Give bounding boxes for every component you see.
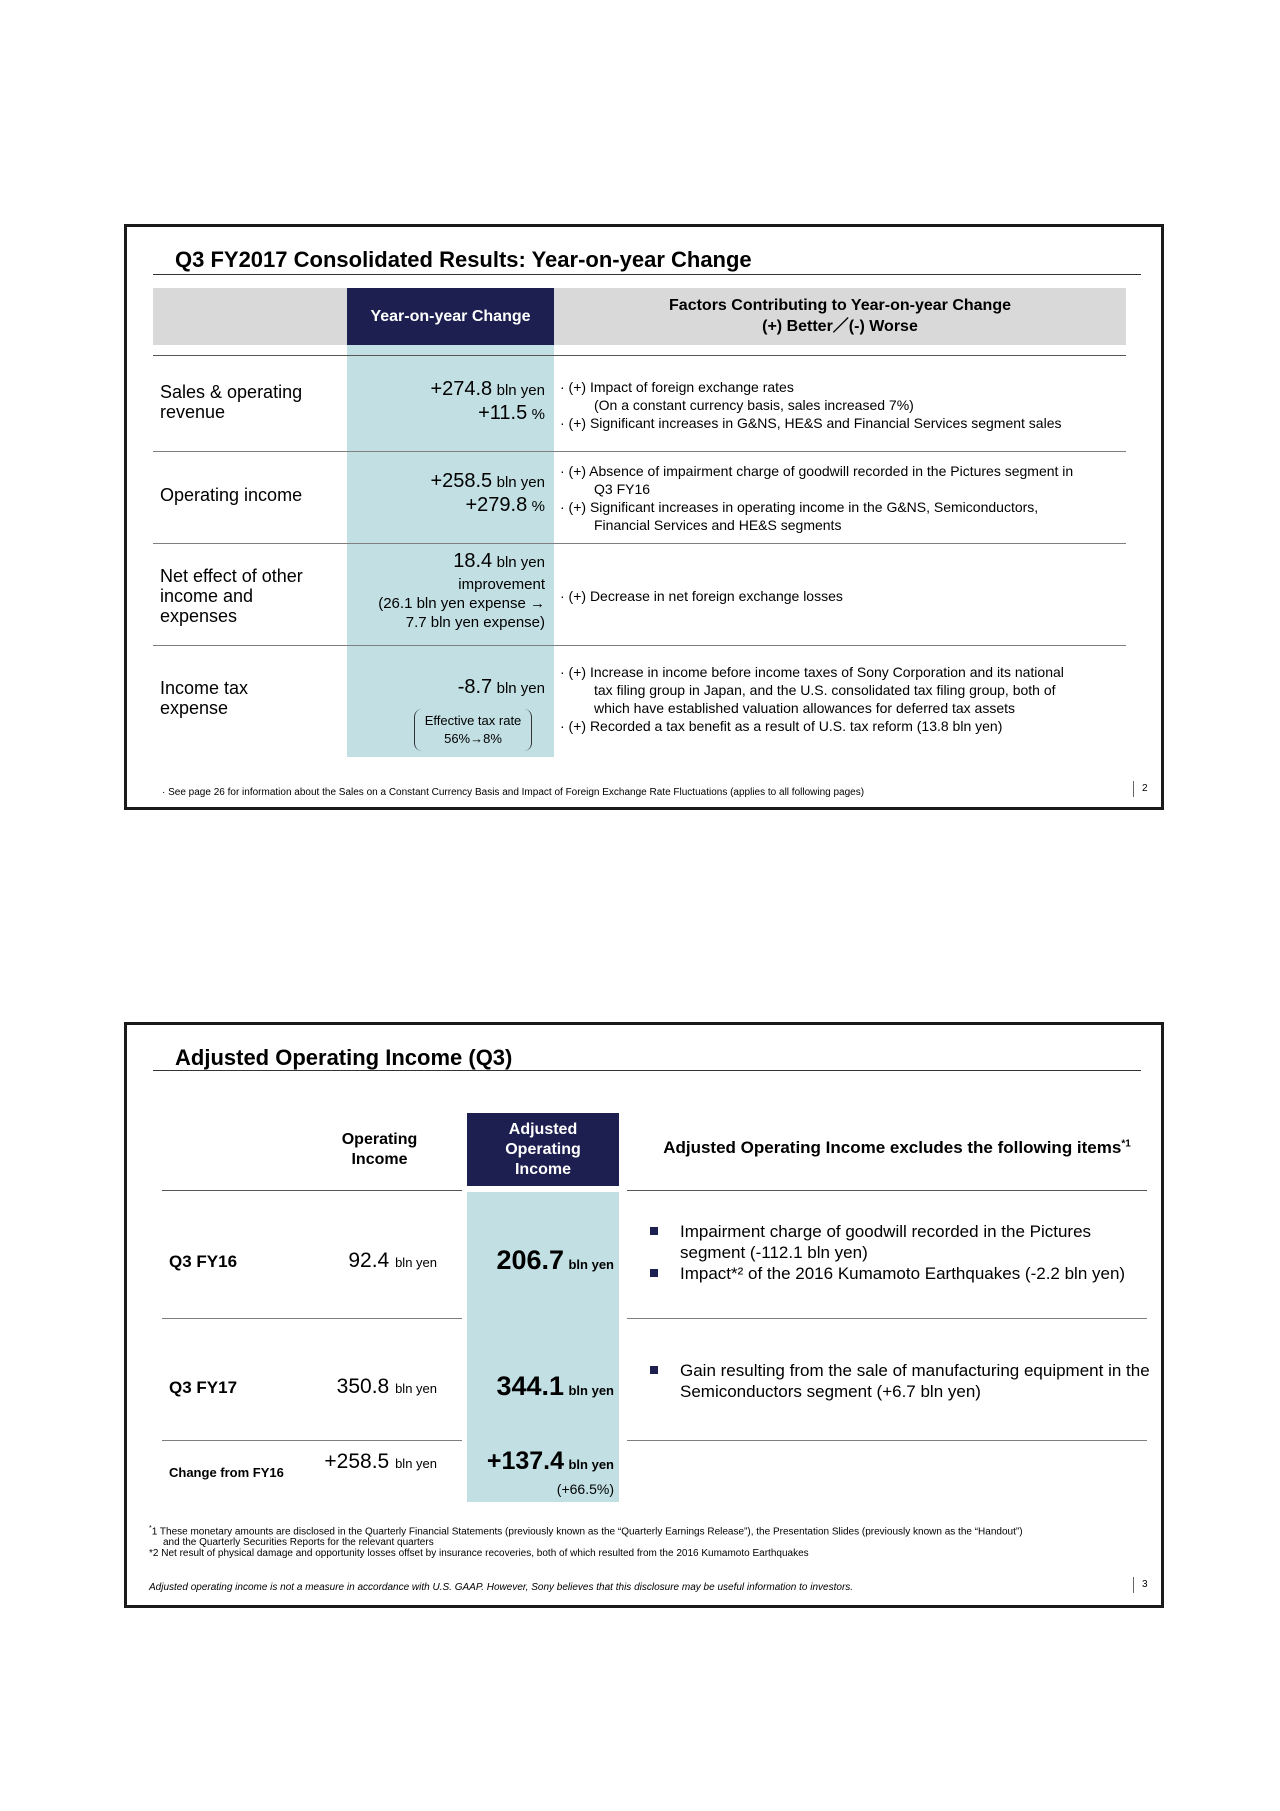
disclaimer: Adjusted operating income is not a measure in accordance with U.S. GAAP. However, Sony believes that this disclosure may be useful information to investors. — [149, 1582, 854, 1593]
factors-other-income — [560, 587, 1130, 605]
unit: bln yen — [568, 1383, 614, 1398]
list-item: Impact*² of the 2016 Kumamoto Earthquakes (-2.2 bln yen) — [650, 1263, 1150, 1284]
header-line: Income — [514, 1160, 571, 1178]
row-divider — [153, 451, 1126, 452]
value: 206.7 — [496, 1245, 565, 1275]
yoy-percent: +11.5 — [478, 402, 528, 424]
footnote-text: and the Quarterly Securities Reports for the relevant quarters — [163, 1537, 434, 1549]
factor-detail: Q3 FY16 — [594, 481, 651, 497]
row-divider — [153, 543, 1126, 544]
factor-detail: tax filing group in Japan, and the U.S. consolidated tax filing group, both of — [594, 682, 1056, 698]
factor-detail: Financial Services and HE&S segments — [594, 517, 842, 533]
header-line: Operating — [505, 1140, 581, 1158]
row-label-q3-fy17: Q3 FY17 — [169, 1378, 238, 1397]
header-divider — [153, 355, 1126, 356]
exclusions-q3-fy17 — [650, 1360, 1150, 1402]
page-number: 2 — [1133, 781, 1148, 797]
title-underline — [153, 1070, 1141, 1071]
tax-rate-value: 56%→8% — [444, 731, 502, 746]
factor-bullet: · (+) Recorded a tax benefit as a result of U.S. tax reform (13.8 bln yen) — [560, 718, 1003, 734]
factor-bullet: · (+) Significant increases in G&NS, HE&S and Financial Services segment sales — [560, 415, 1062, 431]
exclusions-q3-fy16 — [650, 1221, 1150, 1284]
footnote-2: *2 Net result of physical damage and opportunity losses offset by insurance recoveries, both of which resulted from the 2016 Kumamoto Earthquakes — [149, 1548, 809, 1560]
unit: bln yen — [395, 1456, 437, 1471]
row-label-q3-fy16: Q3 FY16 — [169, 1252, 238, 1271]
unit: bln yen — [568, 1257, 614, 1272]
row-label-sales — [160, 382, 302, 422]
footnote-text: 1 These monetary amounts are disclosed in the Quarterly Financial Statements (previously known as the “Quarterly Earnings Release”), the Presentation Slides (previously known as the “Handout”) — [151, 1526, 1023, 1538]
row-label-operating-income: Operating income — [160, 485, 303, 505]
unit: bln yen — [395, 1381, 437, 1396]
yoy-header-label: Year-on-year Change — [370, 307, 531, 325]
header-line: Adjusted — [508, 1120, 578, 1138]
row-label-line: Sales & operating — [160, 382, 303, 402]
list-item: Gain resulting from the sale of manufacturing equipment in the Semiconductors segment (+6.7 bln yen) — [650, 1360, 1150, 1402]
row-label-line: Net effect of other — [160, 566, 303, 586]
title-underline — [153, 274, 1141, 275]
value: 344.1 — [496, 1371, 565, 1401]
yoy-note: (26.1 bln yen expense → — [378, 595, 545, 612]
yoy-amount: 18.4 — [453, 550, 493, 572]
adjusted-q3-fy17 — [467, 1371, 614, 1402]
operating-income-header — [322, 1130, 437, 1170]
yoy-percent-unit: % — [531, 498, 545, 515]
footnote-sup: * — [149, 1525, 152, 1532]
row-label-other-income — [160, 566, 303, 626]
yoy-value-operating-income — [347, 470, 545, 517]
footnote: · See page 26 for information about the Sales on a Constant Currency Basis and Impact of Foreign Exchange Rate Fluctuations (applies to all following pages) — [162, 787, 865, 798]
yoy-unit: bln yen — [496, 382, 545, 399]
yoy-percent: +279.8 — [465, 494, 528, 516]
list-item: Impairment charge of goodwill recorded in the Pictures segment (-112.1 bln yen) — [650, 1221, 1150, 1263]
factor-bullet: · (+) Increase in income before income taxes of Sony Corporation and its national — [560, 664, 1064, 680]
row-label-line: expenses — [160, 606, 238, 626]
operating-income-q3-fy16 — [317, 1249, 437, 1273]
tax-rate-label: Effective tax rate — [424, 713, 522, 728]
factors-operating-income — [560, 462, 1130, 534]
excludes-header-sup: *1 — [1121, 1138, 1131, 1150]
factors-header — [554, 295, 1126, 337]
excludes-header — [647, 1138, 1147, 1158]
yoy-amount: +274.8 — [430, 378, 493, 400]
header-divider — [162, 1190, 462, 1191]
factor-detail: which have established valuation allowances for deferred tax assets — [594, 700, 1016, 716]
row-divider — [162, 1318, 462, 1319]
page-number: 3 — [1133, 1577, 1148, 1593]
operating-income-q3-fy17 — [317, 1375, 437, 1399]
slide-adjusted-operating-income — [124, 1022, 1164, 1608]
row-label-line: income and — [160, 586, 254, 606]
excludes-header-text: Adjusted Operating Income excludes the following items — [663, 1138, 1122, 1157]
value: +258.5 — [324, 1450, 390, 1473]
row-divider — [627, 1318, 1147, 1319]
row-label-change: Change from FY16 — [169, 1465, 284, 1480]
header-line: Income — [351, 1151, 408, 1168]
row-divider — [162, 1440, 462, 1441]
row-label-income-tax — [160, 678, 248, 718]
yoy-unit: bln yen — [496, 474, 545, 491]
factor-bullet: · (+) Significant increases in operating income in the G&NS, Semiconductors, — [560, 499, 1039, 515]
factor-bullet: · (+) Decrease in net foreign exchange losses — [560, 588, 843, 604]
value: 350.8 — [336, 1375, 390, 1398]
yoy-note: improvement — [458, 576, 545, 593]
factor-bullet: · (+) Impact of foreign exchange rates — [560, 379, 794, 395]
value: +137.4 — [486, 1447, 565, 1475]
yoy-percent-unit: % — [531, 406, 545, 423]
effective-tax-rate-box — [414, 709, 532, 751]
yoy-value-other-income — [347, 550, 545, 632]
adjusted-q3-fy16 — [467, 1245, 614, 1276]
yoy-value-sales — [347, 378, 545, 425]
slide-title: Adjusted Operating Income (Q3) — [175, 1045, 513, 1070]
yoy-value-income-tax — [347, 676, 545, 699]
header-line: Operating — [341, 1131, 418, 1148]
yoy-amount: +258.5 — [430, 470, 493, 492]
slide-consolidated-results — [124, 224, 1164, 810]
row-label-line: revenue — [160, 402, 226, 422]
factors-header-line2: (+) Better／(-) Worse — [762, 318, 918, 335]
row-label-line: Income tax — [160, 678, 249, 698]
factors-sales — [560, 378, 1130, 432]
operating-income-change — [317, 1450, 437, 1474]
row-label-line: expense — [160, 698, 229, 718]
slide-title: Q3 FY2017 Consolidated Results: Year-on-year Change — [175, 247, 752, 272]
unit: bln yen — [568, 1457, 614, 1472]
factors-income-tax — [560, 663, 1130, 735]
yoy-unit: bln yen — [496, 554, 545, 571]
yoy-amount: -8.7 — [457, 676, 493, 698]
yoy-note: 7.7 bln yen expense) — [405, 614, 545, 631]
header-divider — [627, 1190, 1147, 1191]
adjusted-change — [467, 1447, 614, 1476]
yoy-column-header — [347, 288, 554, 345]
factors-header-line1: Factors Contributing to Year-on-year Change — [669, 297, 1011, 314]
row-divider — [627, 1440, 1147, 1441]
adjusted-change-percent: (+66.5%) — [556, 1481, 614, 1497]
value: 92.4 — [348, 1249, 390, 1272]
factor-bullet: · (+) Absence of impairment charge of goodwill recorded in the Pictures segment in — [560, 463, 1074, 479]
unit: bln yen — [395, 1255, 437, 1270]
factor-detail: (On a constant currency basis, sales increased 7%) — [594, 397, 914, 413]
yoy-unit: bln yen — [496, 680, 545, 697]
footnote-1 — [149, 1523, 1159, 1559]
row-divider — [153, 645, 1126, 646]
adjusted-operating-income-header — [467, 1113, 619, 1186]
